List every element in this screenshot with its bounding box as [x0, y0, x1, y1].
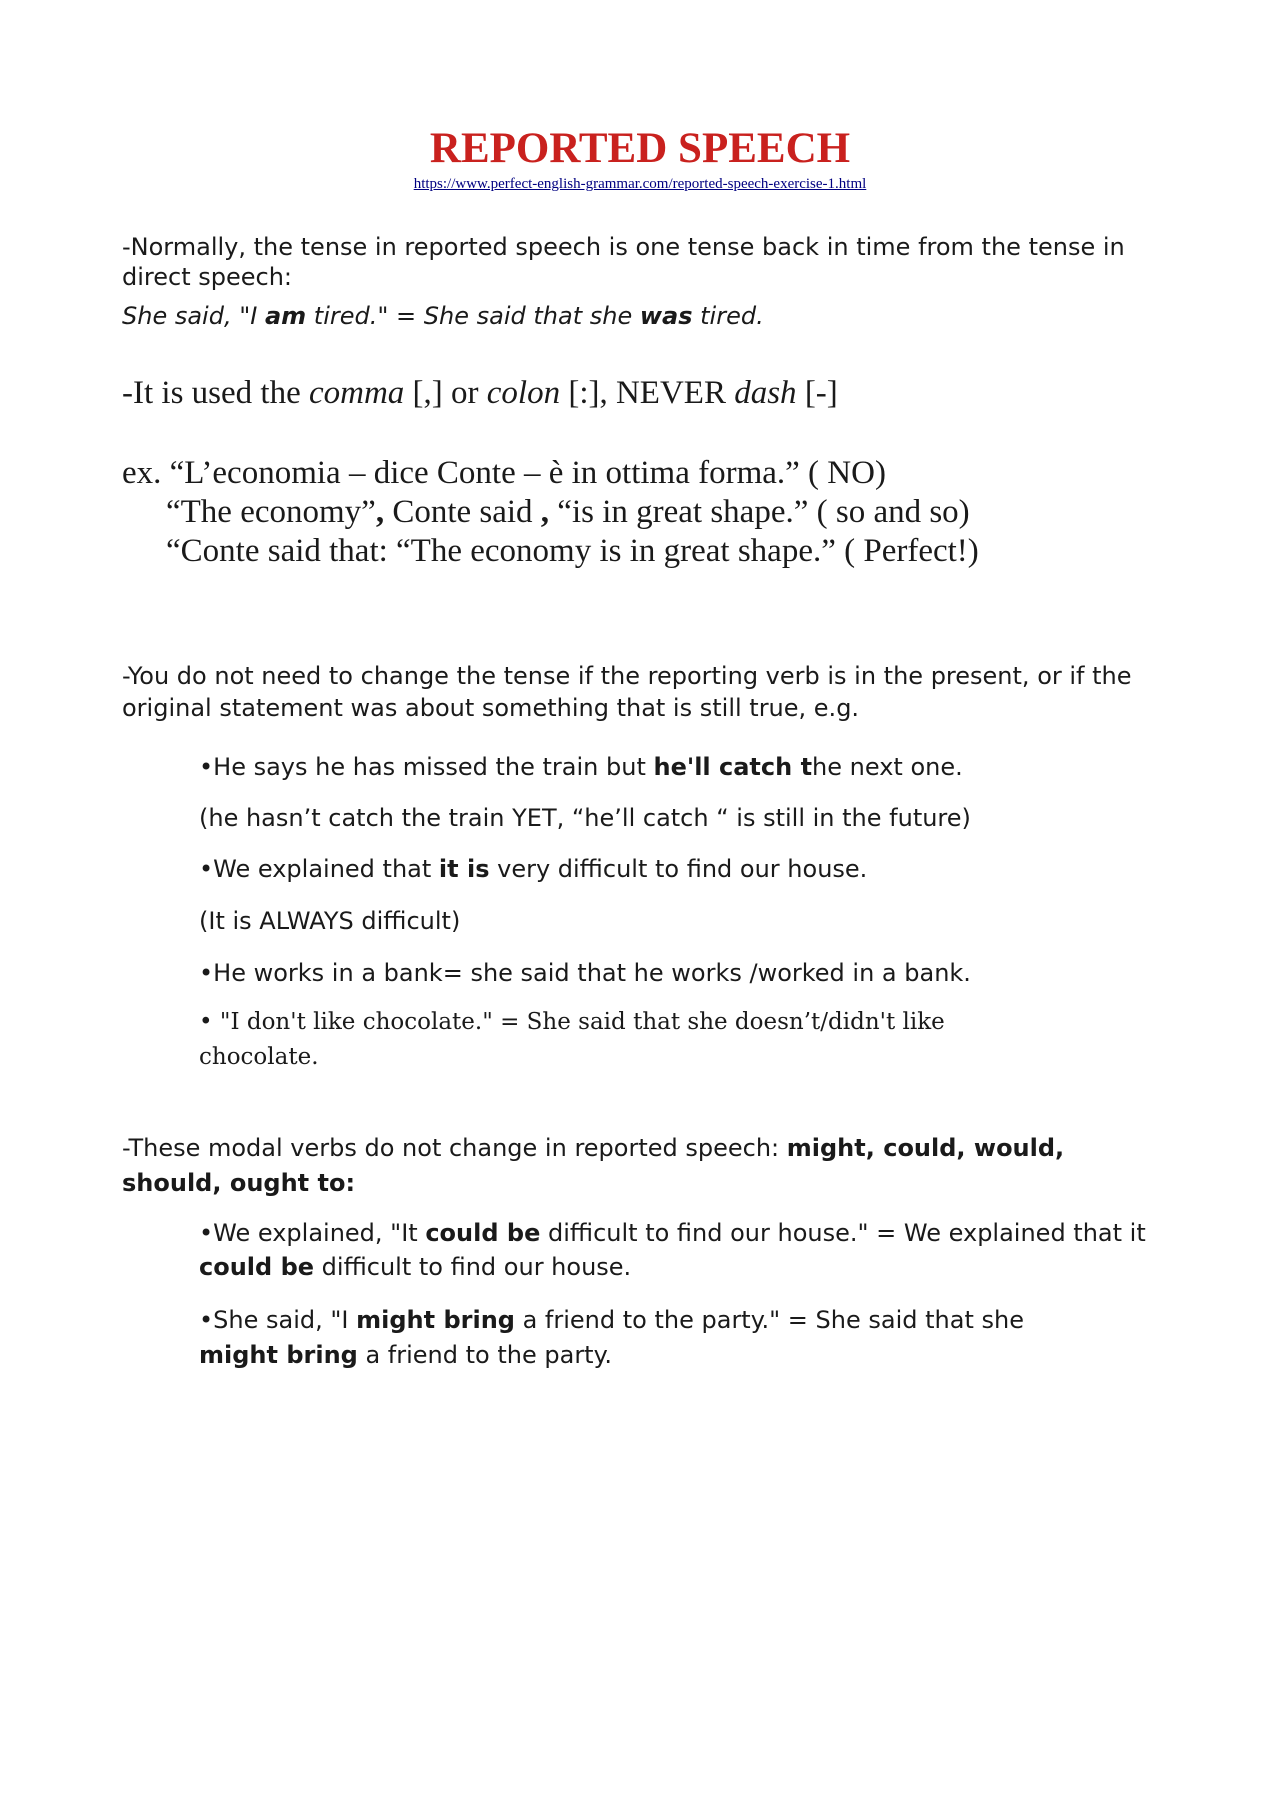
bullet-chocolate: • "I don't like chocolate." = She said that she doesn’t/didn't like chocolate. — [199, 1009, 945, 1070]
note-train: (he hasn’t catch the train YET, “he’ll catch “ is still in the future) — [199, 804, 971, 832]
source-link[interactable]: https://www.perfect-english-grammar.com/reported-speech-exercise-1.html — [413, 176, 867, 192]
bullet-house: •We explained that it is very difficult to find our house. — [199, 855, 868, 883]
rule-no-change: -You do not need to change the tense if the reporting verb is in the present, or if the original statement was about something that is still true, e.g. — [122, 662, 1132, 722]
bullet-bank: •He works in a bank= she said that he works /worked in a bank. — [199, 959, 971, 987]
bullet-could-be: •We explained, "It could be difficult to find our house." = We explained that it could be difficult to find our house. — [199, 1219, 1146, 1281]
punctuation-rule: -It is used the comma [,] or colon [:], NEVER dash [-] — [122, 375, 838, 411]
example-line-no: ex. “L’economia – dice Conte – è in ottima forma.” ( NO) — [122, 455, 886, 491]
source-url-line — [0, 175, 1280, 193]
rule-modal-verbs: -These modal verbs do not change in reported speech: might, could, would, should, ought to: — [122, 1134, 1065, 1197]
example-line-so-so: “The economy”, Conte said , “is in great shape.” ( so and so) — [166, 494, 970, 530]
rule-tense-example: She said, "I am tired." = She said that she was tired. — [122, 302, 764, 330]
rule-tense-back: -Normally, the tense in reported speech is one tense back in time from the tense in direct speech: — [122, 233, 1125, 291]
page-title: REPORTED SPEECH — [429, 125, 851, 172]
bullet-might-bring: •She said, "I might bring a friend to the party." = She said that she might bring a friend to the party. — [199, 1306, 1024, 1369]
bullet-train: •He says he has missed the train but he'll catch the next one. — [199, 753, 963, 781]
example-line-perfect: “Conte said that: “The economy is in great shape.” ( Perfect!) — [166, 533, 979, 569]
note-house: (It is ALWAYS difficult) — [199, 907, 461, 935]
